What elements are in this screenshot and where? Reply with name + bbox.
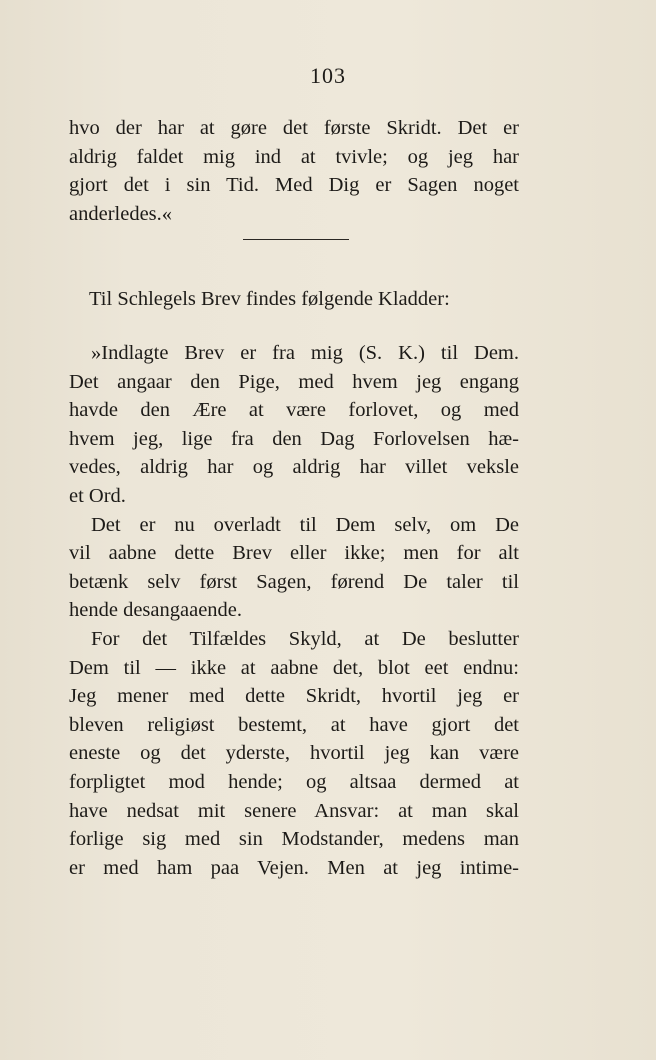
paragraph — [69, 511, 519, 625]
text-line: betænk selv først Sagen, førend De taler til — [69, 570, 519, 593]
text-line: hende desangaaende. — [69, 599, 243, 622]
text-line: gjort det i sin Tid. Med Dig er Sagen noget — [69, 174, 519, 197]
section-heading: Til Schlegels Brev findes følgende Kladder: — [89, 288, 450, 310]
text-line: Det er nu overladt til Dem selv, om De — [91, 513, 519, 536]
text-line: aldrig faldet mig ind at tvivle; og jeg har — [69, 145, 519, 168]
text-line: Jeg mener med dette Skridt, hvortil jeg er — [69, 685, 519, 708]
text-line: vil aabne dette Brev eller ikke; men for alt — [69, 542, 519, 565]
text-line: anderledes.« — [69, 202, 173, 225]
text-line: havde den Ære at være forlovet, og med — [69, 399, 519, 422]
text-line: forlige sig med sin Modstander, medens man — [69, 828, 519, 851]
text-line: et Ord. — [69, 484, 126, 507]
text-line: bleven religiøst bestemt, at have gjort det — [69, 713, 519, 736]
text-line: hvem jeg, lige fra den Dag Forlovelsen hæ- — [69, 427, 519, 450]
text-line: »Indlagte Brev er fra mig (S. K.) til Dem. — [91, 342, 519, 364]
page-number: 103 — [310, 63, 346, 88]
text-line: Det angaar den Pige, med hvem jeg engang — [69, 370, 519, 393]
text-line: forpligtet mod hende; og altsaa dermed at — [69, 770, 519, 793]
text-line: have nedsat mit senere Ansvar: at man skal — [69, 799, 519, 822]
paragraph — [69, 339, 519, 511]
text-line: vedes, aldrig har og aldrig har villet veksle — [69, 456, 519, 479]
text-line: eneste og det yderste, hvortil jeg kan være — [69, 742, 519, 765]
text-line: hvo der har at gøre det første Skridt. Det er — [69, 117, 519, 139]
section-divider — [243, 239, 349, 240]
paragraph — [69, 625, 519, 882]
text-line: er med ham paa Vejen. Men at jeg intime- — [69, 856, 519, 879]
letter-draft — [69, 339, 519, 882]
text-line: Dem til — ikke at aabne det, blot eet endnu: — [69, 656, 519, 679]
text-line: For det Tilfældes Skyld, at De beslutter — [91, 627, 519, 650]
opening-paragraph — [69, 114, 519, 228]
